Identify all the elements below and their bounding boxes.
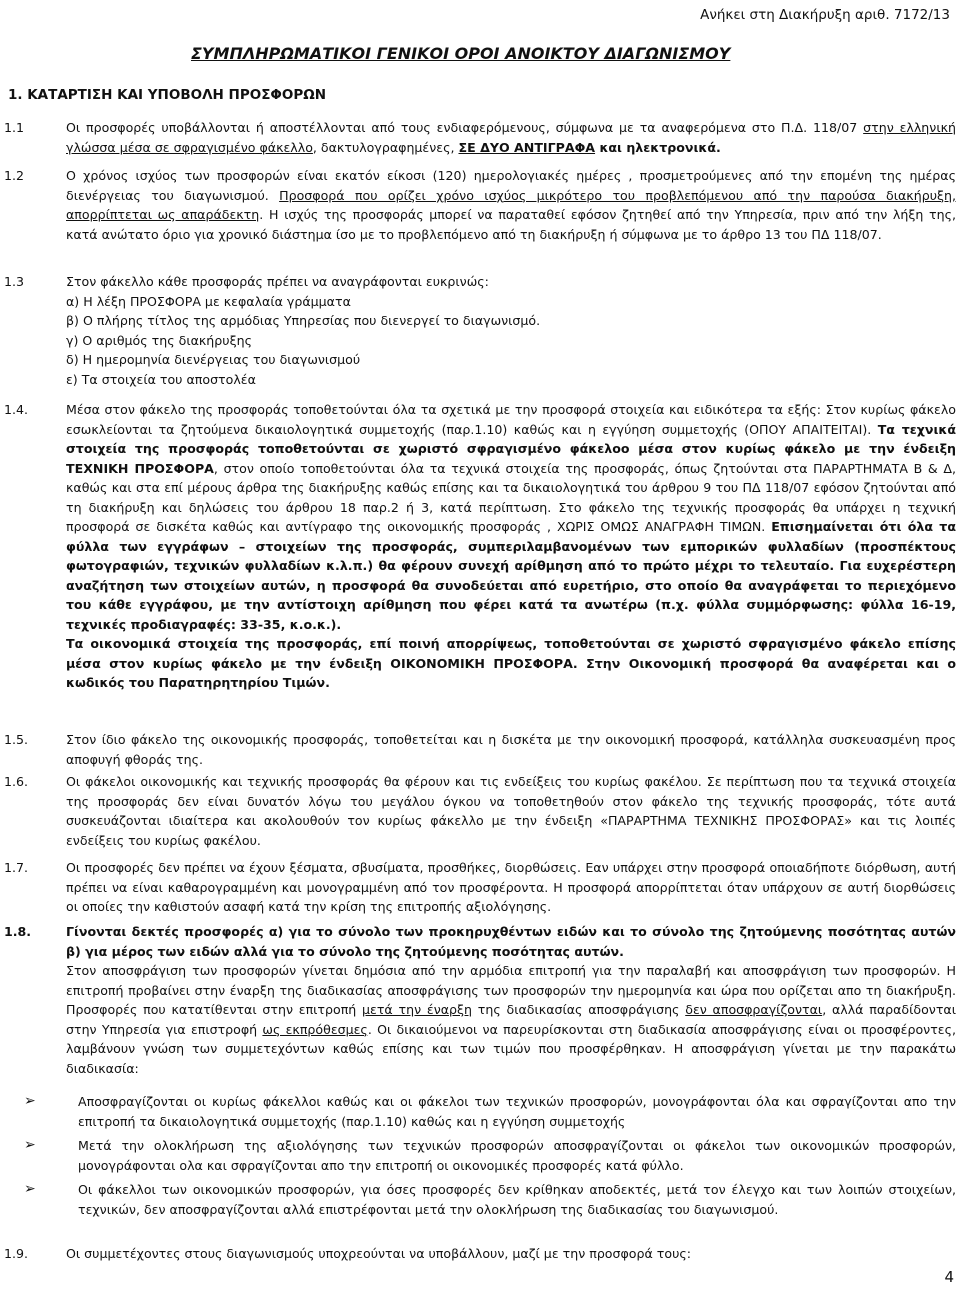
header-note: Ανήκει στη Διακήρυξη αριθ. 7172/13	[700, 7, 950, 23]
envelope-item: γ) Ο αριθμός της διακήρυξης	[66, 332, 252, 348]
arrow-bullet-icon: ➢	[24, 1137, 36, 1153]
clause-number: 1.1	[4, 120, 25, 135]
clause-number: 1.8.	[4, 924, 32, 939]
envelope-item: ε) Τα στοιχεία του αποστολέα	[66, 371, 256, 387]
bullet-text: Αποσφραγίζονται οι κυρίως φάκελλοι καθώς και οι φάκελοι των τεχνικών προσφορών, μονογράφονται όλα και σφραγίζονται απο την επιτροπή τα δικαιολογητικά συμμετοχής (παρ.1.10) καθώς και η εγγύηση συμμετοχής	[78, 1094, 956, 1129]
clause-text: Οι συμμετέχοντες στους διαγωνισμούς υποχρεούνται να υποβάλλουν, μαζί με την προσφορά τους:	[66, 1246, 692, 1261]
envelope-item: β) Ο πλήρης τίτλος της αρμόδιας Υπηρεσίας που διενεργεί το διαγωνισμό.	[66, 313, 541, 328]
page-number: 4	[944, 1267, 954, 1286]
procedure-bullet	[4, 1092, 956, 1131]
envelope-item: α) Η λέξη ΠΡΟΣΦΟΡΑ με κεφαλαία γράμματα	[66, 293, 351, 309]
clause-text	[66, 272, 956, 389]
clause-number: 1.7.	[4, 860, 29, 875]
bullet-text: Οι φάκελλοι των οικονομικών προσφορών, για όσες προσφορές δεν κρίθηκαν αποδεκτές, μετά τον έλεγχο και των λοιπών στοιχείων, τεχνικών, δεν αποσφραγίζονται αλλά επιστρέφονται μετά την ολοκλήρωση της διαδικασίας του διαγωνισμού.	[78, 1182, 956, 1217]
clause-text: Μέσα στον φάκελο της προσφοράς τοποθετούνται όλα τα σχετικά με την προσφορά στοιχεία και ειδικότερα τα εξής: Στον κυρίως φάκελο εσωκλείονται τα ζητούμενα δικαιολογητικά συμμετοχής (παρ.1.10) καθώς και η εγγύηση συμμετοχής (ΟΠΟΥ ΑΠΑΙΤΕΙΤΑΙ). Τα τεχνικά στοιχεία της προσφοράς τοποθετούνται σε χωριστό σφραγισμένο φάκελοο μέσα στον κυρίως φάκελο με την ένδειξη ΤΕΧΝΙΚΗ ΠΡΟΣΦΟΡΑ, στον οποίο τοποθετούνται όλα τα τεχνικά στοιχεία της προσφοράς, όπως ζητούνται στα ΠΑΡΑΡΤΗΜΑΤΑ Β & Δ, καθώς και στα επί μέρους άρθρα της διακήρυξης καθώς επίσης και τα δικαιολογητικά του άρθρου 9 του ΠΔ 118/07 εφόσον ζητούνται από τη διακήρυξη και δηλώσεις του άρθρου 18 παρ.2 ή 3, κατά περίπτωση. Στο φάκελο της τεχνικής προσφοράς θα υπάρχει η τεχνική προσφορά σε δισκέτα καθώς και αντίγραφο της οικονομικής προσφοράς , ΧΩΡΙΣ ΟΜΩΣ ΑΝΑΓΡΑΦΗ ΤΙΜΩΝ. Επισημαίνεται ότι όλα τα φύλλα των εγγράφων – στοιχείων της προσφοράς, συμπεριλαμβανομένων των εμπορικών φυλλαδίων (προσπέκτους φωτογραφιών, τεχνικών φυλλαδίων κ.λ.π.) θα φέρουν συνεχή αρίθμηση από το πρώτο μέχρι το τελευταίο. Για ευχερέστερη αναζήτηση των στοιχείων αυτών, η προσφορά θα συνοδεύεται από ευρετήριο, στο οποίο θα αναγράφεται το περιεχόμενο του κάθε εγγράφου, με την αντίστοιχη αρίθμηση που φέρει κατά τα ανωτέρω (π.χ. φύλλα συμμόρφωσης: φύλλα 16-19, τεχνικές προδιαγραφές: 33-35, κ.ο.κ.). Τα οικονομικά στοιχεία της προσφοράς, επί ποινή απορρίψεως, τοποθετούνται σε χωριστό σφραγισμένο φάκελο επίσης μέσα στον κυρίως φάκελο με την ένδειξη ΟΙΚΟΝΟΜΙΚΗ ΠΡΟΣΦΟΡΑ. Στην Οικονομική προσφορά θα αναφέρεται και ο κωδικός του Παρατηρητηρίου Τιμών.	[66, 402, 956, 690]
procedure-bullet	[4, 1136, 956, 1175]
clause-1-4	[4, 400, 956, 693]
clause-1-7	[4, 858, 956, 917]
document-title: ΣΥΜΠΛΗΡΩΜΑΤΙΚΟΙ ΓΕΝΙΚΟΙ ΟΡΟΙ ΑΝΟΙΚΤΟΥ ΔΙΑΓΩΝΙΣΜΟΥ	[191, 44, 731, 63]
clause-text: Οι προσφορές υποβάλλονται ή αποστέλλονται από τους ενδιαφερόμενους, σύμφωνα με τα αναφερόμενα στο Π.Δ. 118/07 στην ελληνική γλώσσα μέσα σε σφραγισμένο φάκελλο, δακτυλογραφημένες, ΣΕ ΔΥΟ ΑΝΤΙΓΡΑΦΑ και ηλεκτρονικά.	[66, 120, 956, 155]
clause-1-8	[4, 922, 956, 1078]
clause-number: 1.4.	[4, 402, 29, 417]
bullet-text: Μετά την ολοκλήρωση της αξιολόγησης των τεχνικών προσφορών αποσφραγίζονται οι φάκελοι των οικονομικών προσφορών, μονογράφονται ολα και σφραγίζονται απο την επιτροπή οι οικονομικές προσφορές κατά φύλλο.	[78, 1138, 956, 1173]
clause-1-2	[4, 166, 956, 244]
clause-number: 1.2	[4, 168, 25, 183]
clause-text: Οι προσφορές δεν πρέπει να έχουν ξέσματα, σβυσίματα, προσθήκες, διορθώσεις. Εαν υπάρχει στην προσφορά οποιαδήποτε διόρθωση, αυτή πρέπει να είναι καθαρογραμμένη και μονογραμμένη από τον προσφέροντα. Η προσφορά απορρίπτεται όταν υπάρχουν σε αυτή διορθώσεις οι οποίες την καθιστούν ασαφή κατά την κρίση της επιτροπής αξιολόγησης.	[66, 860, 956, 914]
clause-1-1	[4, 118, 956, 157]
arrow-bullet-icon: ➢	[24, 1181, 36, 1197]
clause-number: 1.6.	[4, 774, 29, 789]
procedure-bullet	[4, 1180, 956, 1219]
clause-number: 1.3	[4, 274, 25, 289]
clause-1-6	[4, 772, 956, 850]
clause-text: Στον ίδιο φάκελο της οικονομικής προσφοράς, τοποθετείται και η δισκέτα με την οικονομική προσφορά, κατάλληλα συσκευασμένη προς αποφυγή φθοράς της.	[66, 732, 956, 767]
section-heading: 1. ΚΑΤΑΡΤΙΣΗ ΚΑΙ ΥΠΟΒΟΛΗ ΠΡΟΣΦΟΡΩΝ	[8, 87, 327, 103]
clause-number: 1.5.	[4, 732, 29, 747]
clause-number: 1.9.	[4, 1246, 29, 1261]
clause-1-3	[4, 272, 956, 389]
clause-text: Ο χρόνος ισχύος των προσφορών είναι εκατόν είκοσι (120) ημερολογιακές ημέρες , προσμετρούμενες από την επομένη της ημέρας διενέργειας του διαγωνισμού. Προσφορά που ορίζει χρόνο ισχύος μικρότερο του προβλεπόμενου από την παρούσα διακήρυξη, απορρίπτεται ως απαράδεκτη. Η ισχύς της προσφοράς μπορεί να παραταθεί εφόσον ζητηθεί από την Υπηρεσία, πριν από την λήξη της, κατά ανώτατο όριο για χρονικό διάστημα ίσο με το προβλεπόμενο από τη διακήρυξη ή σύμφωνα με το άρθρο 13 του ΠΔ 118/07.	[66, 168, 956, 242]
clause-text: Οι φάκελοι οικονομικής και τεχνικής προσφοράς θα φέρουν και τις ενδείξεις του κυρίως φακέλου. Σε περίπτωση που τα τεχνικά στοιχεία της προσφοράς δεν είναι δυνατόν λόγω του μεγάλου όγκου να τοποθετηθούν στον φάκελο της τεχνικής προσφοράς, τότε αυτά συσκευάζονται ιδιαίτερα και ακολουθούν τον κυρίως φάκελλο με την ένδειξη «ΠΑΡΑΡΤΗΜΑ ΤΕΧΝΙΚΗΣ ΠΡΟΣΦΟΡΑΣ» και τις λοιπές ενδείξεις του κυρίως φακέλου.	[66, 774, 956, 848]
envelope-item: δ) Η ημερομηνία διενέργειας του διαγωνισμού	[66, 352, 361, 367]
clause-1-5	[4, 730, 956, 769]
clause-text: Γίνονται δεκτές προσφορές α) για το σύνολο των προκηρυχθέντων ειδών και το σύνολο της ζητούμενης ποσότητας αυτών β) για μέρος των ειδών αλλά για το σύνολο της ζητούμενης ποσότητας αυτών. Στον αποσφράγιση των προσφορών γίνεται δημόσια από την αρμόδια επιτροπή για την παραλαβή και αποσφράγιση των προσφορών. Η επιτροπή προβαίνει στην έναρξη της διαδικασίας αποσφράγισης των προσφορών την ημερομηνία και ώρα που ορίζεται απο τη διακήρυξη. Προσφορές που κατατίθενται στην επιτροπή μετά την έναρξη της διαδικασίας αποσφράγισης δεν αποσφραγίζονται, αλλά παραδίδονται στην Υπηρεσία για επιστροφή ως εκπρόθεσμες. Οι δικαιούμενοι να παρευρίσκονται στη διαδικασία αποσφράγισης είναι οι προσφέροντες, λαμβάνουν γνώση των συμμετεχόντων καθώς επίσης και των τιμών που προσφέρθηκαν. Η αποσφράγιση γίνεται με την παρακάτω διαδικασία:	[66, 924, 956, 1076]
arrow-bullet-icon: ➢	[24, 1093, 36, 1109]
clause-intro: Στον φάκελλο κάθε προσφοράς πρέπει να αναγράφονται ευκρινώς:	[66, 274, 489, 289]
clause-1-9	[4, 1244, 956, 1264]
